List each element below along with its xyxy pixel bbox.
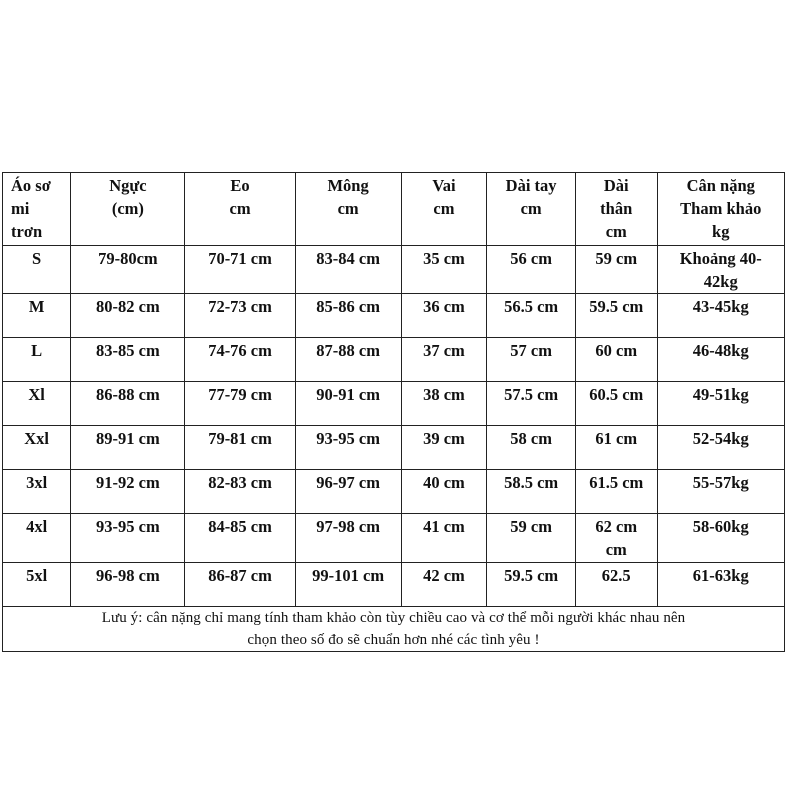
body-length-cell: 60 cm — [575, 338, 657, 382]
header-hip: Mông cm — [295, 173, 401, 246]
header-weight: Cân nặng Tham khảo kg — [657, 173, 784, 246]
shoulder-cell: 38 cm — [401, 382, 487, 426]
chest-cell: 80-82 cm — [71, 294, 185, 338]
shoulder-cell: 35 cm — [401, 246, 487, 294]
size-cell: 3xl — [3, 470, 71, 514]
waist-cell: 77-79 cm — [185, 382, 295, 426]
body-length-cell: 62 cm cm — [575, 514, 657, 563]
weight-cell: Khoảng 40- 42kg — [657, 246, 784, 294]
waist-cell: 84-85 cm — [185, 514, 295, 563]
body-length-cell: 60.5 cm — [575, 382, 657, 426]
chest-cell: 89-91 cm — [71, 426, 185, 470]
table-row — [3, 246, 785, 294]
shoulder-cell: 42 cm — [401, 563, 487, 607]
shoulder-cell: 41 cm — [401, 514, 487, 563]
shoulder-cell: 37 cm — [401, 338, 487, 382]
header-body-length: Dài thân cm — [575, 173, 657, 246]
weight-cell: 46-48kg — [657, 338, 784, 382]
table-row — [3, 514, 785, 563]
sleeve-cell: 57 cm — [487, 338, 576, 382]
chest-cell: 91-92 cm — [71, 470, 185, 514]
header-waist: Eo cm — [185, 173, 295, 246]
sleeve-cell: 59 cm — [487, 514, 576, 563]
hip-cell: 85-86 cm — [295, 294, 401, 338]
chest-cell: 79-80cm — [71, 246, 185, 294]
header-shirt-size: Áo sơ mi trơn — [3, 173, 71, 246]
body-length-cell: 61.5 cm — [575, 470, 657, 514]
weight-cell: 43-45kg — [657, 294, 784, 338]
header-row — [3, 173, 785, 246]
chest-cell: 86-88 cm — [71, 382, 185, 426]
hip-cell: 87-88 cm — [295, 338, 401, 382]
hip-cell: 97-98 cm — [295, 514, 401, 563]
chest-cell: 93-95 cm — [71, 514, 185, 563]
size-cell: 4xl — [3, 514, 71, 563]
body-length-cell: 61 cm — [575, 426, 657, 470]
shoulder-cell: 39 cm — [401, 426, 487, 470]
size-cell: Xl — [3, 382, 71, 426]
weight-cell: 52-54kg — [657, 426, 784, 470]
waist-cell: 86-87 cm — [185, 563, 295, 607]
body-length-cell: 59.5 cm — [575, 294, 657, 338]
hip-cell: 96-97 cm — [295, 470, 401, 514]
header-chest: Ngực (cm) — [71, 173, 185, 246]
table-row — [3, 470, 785, 514]
note-row — [3, 607, 785, 652]
size-cell: Xxl — [3, 426, 71, 470]
size-cell: 5xl — [3, 563, 71, 607]
chest-cell: 83-85 cm — [71, 338, 185, 382]
waist-cell: 74-76 cm — [185, 338, 295, 382]
sleeve-cell: 56.5 cm — [487, 294, 576, 338]
waist-cell: 72-73 cm — [185, 294, 295, 338]
table-row — [3, 338, 785, 382]
weight-cell: 58-60kg — [657, 514, 784, 563]
size-cell: L — [3, 338, 71, 382]
table-row — [3, 563, 785, 607]
size-cell: S — [3, 246, 71, 294]
sleeve-cell: 57.5 cm — [487, 382, 576, 426]
shoulder-cell: 40 cm — [401, 470, 487, 514]
note-text: Lưu ý: cân nặng chỉ mang tính tham khảo còn tùy chiều cao và cơ thể mỗi người khác nhau nên chọn theo số đo sẽ chuẩn hơn nhé các tình yêu ! — [3, 607, 785, 652]
weight-cell: 55-57kg — [657, 470, 784, 514]
table-row — [3, 426, 785, 470]
sleeve-cell: 56 cm — [487, 246, 576, 294]
hip-cell: 99-101 cm — [295, 563, 401, 607]
sleeve-cell: 58 cm — [487, 426, 576, 470]
sleeve-cell: 58.5 cm — [487, 470, 576, 514]
waist-cell: 82-83 cm — [185, 470, 295, 514]
waist-cell: 70-71 cm — [185, 246, 295, 294]
size-cell: M — [3, 294, 71, 338]
sleeve-cell: 59.5 cm — [487, 563, 576, 607]
body-length-cell: 62.5 — [575, 563, 657, 607]
size-chart-table — [2, 172, 785, 652]
hip-cell: 90-91 cm — [295, 382, 401, 426]
table-row — [3, 294, 785, 338]
header-sleeve-length: Dài tay cm — [487, 173, 576, 246]
hip-cell: 83-84 cm — [295, 246, 401, 294]
waist-cell: 79-81 cm — [185, 426, 295, 470]
header-shoulder: Vai cm — [401, 173, 487, 246]
chest-cell: 96-98 cm — [71, 563, 185, 607]
body-length-cell: 59 cm — [575, 246, 657, 294]
weight-cell: 49-51kg — [657, 382, 784, 426]
shoulder-cell: 36 cm — [401, 294, 487, 338]
weight-cell: 61-63kg — [657, 563, 784, 607]
hip-cell: 93-95 cm — [295, 426, 401, 470]
table-row — [3, 382, 785, 426]
